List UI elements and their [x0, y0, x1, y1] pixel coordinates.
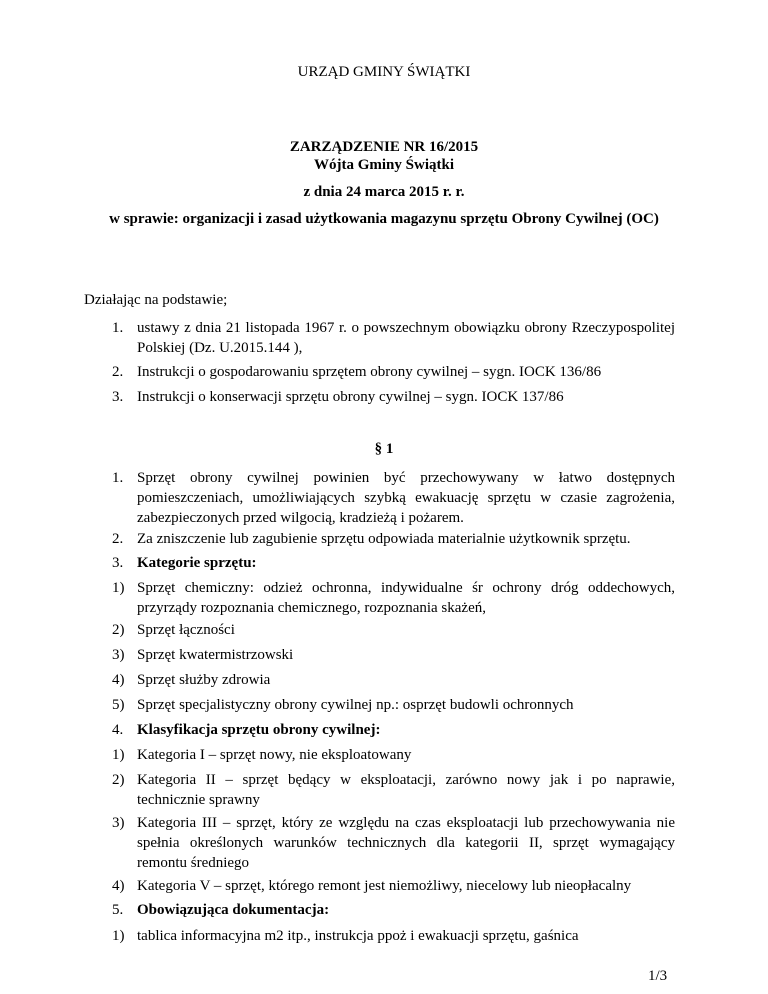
documentation-heading: Obowiązująca dokumentacja:: [137, 902, 330, 918]
sub-item-text: Sprzęt specjalistyczny obrony cywilnej np.: osprzęt budowli ochronnych: [137, 697, 574, 713]
sub-item-number: 2): [112, 772, 125, 788]
page-number: 1/3: [648, 968, 668, 984]
section-item-number: 1.: [112, 470, 124, 486]
section-heading: § 1: [374, 441, 394, 457]
sub-item-number: 1): [112, 928, 125, 944]
sub-item-number: 3): [112, 815, 125, 831]
basis-item-text: Instrukcji o konserwacji sprzętu obrony cywilnej – sygn. IOCK 137/86: [137, 389, 564, 405]
sub-item-number: 2): [112, 622, 125, 638]
section-item-number: 2.: [112, 531, 124, 547]
basis-item-text: Instrukcji o gospodarowaniu sprzętem obrony cywilnej – sygn. IOCK 136/86: [137, 364, 602, 380]
sub-item-number: 3): [112, 647, 125, 663]
section-item-number: 3.: [112, 555, 124, 571]
category-heading: Kategorie sprzętu:: [137, 555, 257, 571]
basis-item-number: 1.: [112, 320, 124, 336]
office-name: URZĄD GMINY ŚWIĄTKI: [297, 64, 471, 80]
issue-date: z dnia 24 marca 2015 r. r.: [303, 184, 465, 200]
sub-item-text: Sprzęt chemiczny: odzież ochronna, indywidualne śr ochrony dróg oddechowych, przyrządy rozpoznania chemicznego, rozpoznania skażeń,: [137, 580, 675, 616]
sub-item-number: 5): [112, 697, 125, 713]
sub-item-text: Kategoria V – sprzęt, którego remont jest niemożliwy, niecelowy lub nieopłacalny: [137, 878, 632, 894]
sub-item-text: Kategoria I – sprzęt nowy, nie eksploatowany: [137, 747, 412, 763]
section-item-text: Sprzęt obrony cywilnej powinien być przechowywany w łatwo dostępnych pomieszczeniach, umożliwiających szybką ewakuację sprzętu w czasie zagrożenia, zabezpieczonych przed wilgocią, kradzieżą i pożarem.: [137, 470, 675, 526]
basis-item-number: 2.: [112, 364, 124, 380]
subject: w sprawie: organizacji i zasad użytkowania magazynu sprzętu Obrony Cywilnej (OC): [109, 211, 659, 227]
basis-item-number: 3.: [112, 389, 124, 405]
section-item-number: 4.: [112, 722, 124, 738]
issuer: Wójta Gminy Świątki: [313, 157, 454, 173]
sub-item-number: 4): [112, 878, 125, 894]
section-item-text: Za zniszczenie lub zagubienie sprzętu odpowiada materialnie użytkownik sprzętu.: [137, 531, 631, 547]
sub-item-text: Kategoria III – sprzęt, który ze względu na czas eksploatacji lub przechowywania nie spełnia określonych warunków technicznych dla kategorii II, sprzęt wymagający remontu średniego: [137, 815, 675, 871]
sub-item-text: Kategoria II – sprzęt będący w eksploatacji, zarówno nowy jak i po naprawie, technicznie sprawny: [137, 772, 675, 808]
sub-item-number: 1): [112, 747, 125, 763]
sub-item-number: 4): [112, 672, 125, 688]
sub-item-text: tablica informacyjna m2 itp., instrukcja ppoż i ewakuacji sprzętu, gaśnica: [137, 928, 579, 944]
document-title: ZARZĄDZENIE NR 16/2015: [289, 139, 479, 155]
sub-item-text: Sprzęt łączności: [137, 622, 235, 638]
classification-heading: Klasyfikacja sprzętu obrony cywilnej:: [137, 722, 381, 738]
section-item-number: 5.: [112, 902, 124, 918]
sub-item-text: Sprzęt kwatermistrzowski: [137, 647, 294, 663]
sub-item-text: Sprzęt służby zdrowia: [137, 672, 271, 688]
basis-item-text: ustawy z dnia 21 listopada 1967 r. o powszechnym obowiązku obrony Rzeczypospolitej Polskiej (Dz. U.2015.144 ),: [137, 320, 675, 356]
basis-intro: Działając na podstawie;: [84, 292, 228, 308]
sub-item-number: 1): [112, 580, 125, 596]
